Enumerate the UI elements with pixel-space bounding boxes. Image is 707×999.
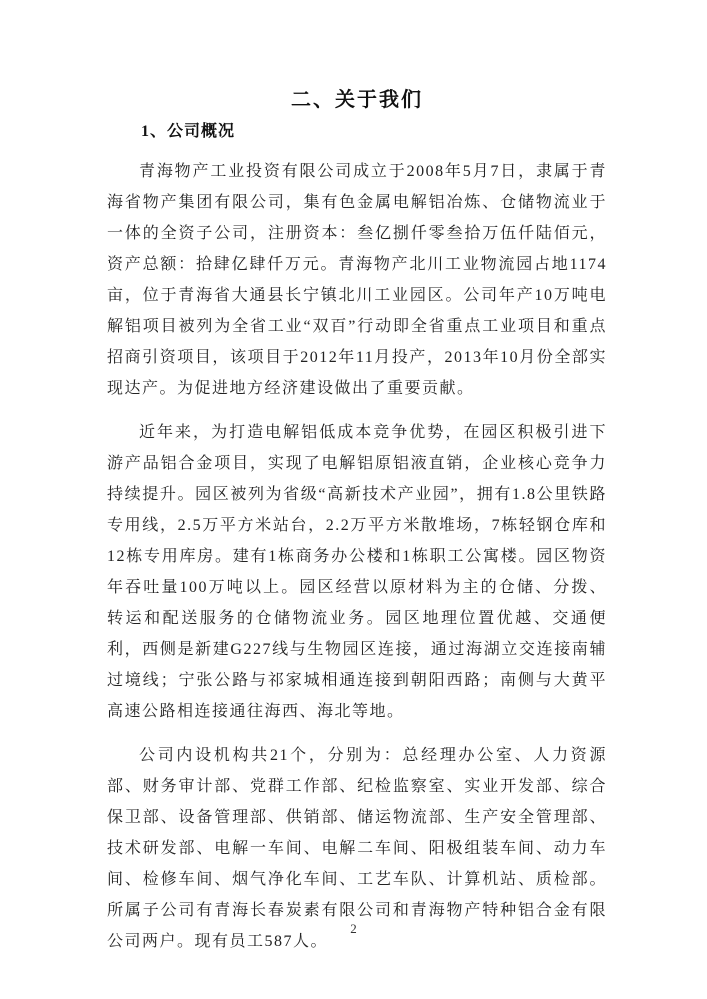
- paragraph-company-overview: 青海物产工业投资有限公司成立于2008年5月7日，隶属于青海省物产集团有限公司，集有色金属电解铝冶炼、仓储物流业于一体的全资子公司，注册资本：叁亿捌仟零叁拾万伍仟陆佰元，资产总额：拾肆亿肆仟万元。青海物产北川工业物流园占地1174亩，位于青海省大通县长宁镇北川工业园区。公司年产10万吨电解铝项目被列为全省工业“双百”行动即全省重点工业项目和重点招商引资项目，该项目于2012年11月投产，2013年10月份全部实现达产。为促进地方经济建设做出了重要贡献。: [107, 163, 607, 397]
- subsection-heading: 1、公司概况: [141, 123, 236, 140]
- page-number: 2: [350, 921, 357, 936]
- paragraph-park-development: 近年来，为打造电解铝低成本竞争优势，在园区积极引进下游产品铝合金项目，实现了电解铝原铝液直销，企业核心竞争力持续提升。园区被列为省级“高新技术产业园”，拥有1.8公里铁路专用线，2.5万平方米站台，2.2万平方米散堆场，7栋轻钢仓库和12栋专用库房。建有1栋商务办公楼和1栋职工公寓楼。园区物资年吞吐量100万吨以上。园区经营以原材料为主的仓储、分拨、转运和配送服务的仓储物流业务。园区地理位置优越、交通便利，西侧是新建G227线与生物园区连接，通过海湖立交连接南辅过境线；宁张公路与祁家城相通连接到朝阳西路；南侧与大黄平高速公路相连接通往海西、海北等地。: [107, 424, 607, 720]
- paragraph-internal-structure: 公司内设机构共21个，分别为：总经理办公室、人力资源部、财务审计部、党群工作部、纪检监察室、实业开发部、综合保卫部、设备管理部、供销部、储运物流部、生产安全管理部、技术研发部、电解一车间、电解二车间、阳极组装车间、动力车间、检修车间、烟气净化车间、工艺车队、计算机站、质检部。所属子公司有青海长春炭素有限公司和青海物产特种铝合金有限公司两户。现有员工587人。: [107, 747, 607, 950]
- section-title: 二、关于我们: [291, 89, 423, 111]
